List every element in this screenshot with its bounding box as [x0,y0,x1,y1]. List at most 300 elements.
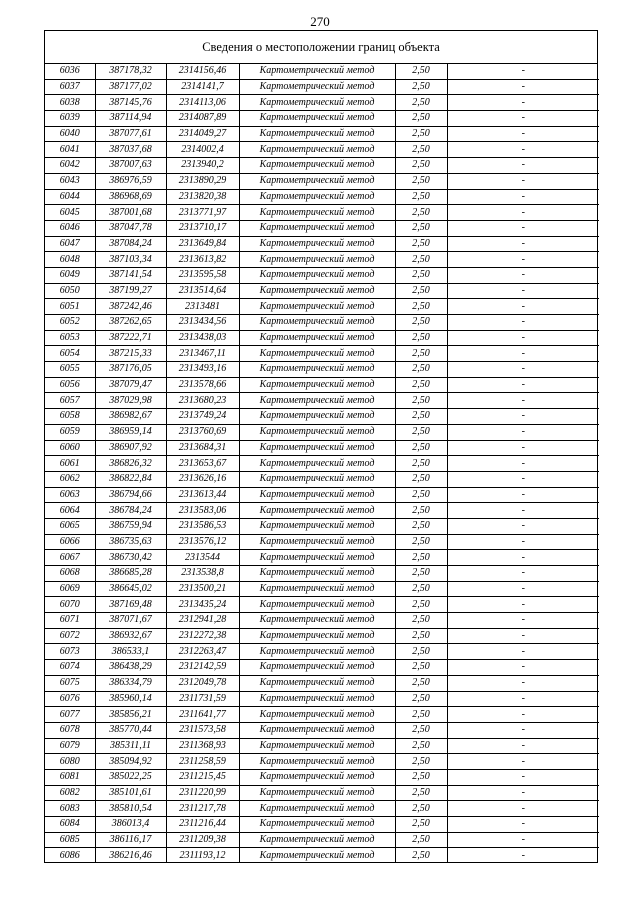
point-number-cell: 6064 [45,503,95,519]
y-coordinate-cell: 2313649,84 [166,236,239,252]
point-number-cell: 6071 [45,613,95,629]
table-row [45,299,599,315]
accuracy-cell: 2,50 [395,722,447,738]
description-cell: - [447,252,599,268]
description-cell: - [447,283,599,299]
description-cell: - [447,597,599,613]
y-coordinate-cell: 2313595,58 [166,267,239,283]
table-row [45,722,599,738]
method-cell: Картометрический метод [239,362,395,378]
method-cell: Картометрический метод [239,64,395,79]
x-coordinate-cell: 386932,67 [95,628,166,644]
accuracy-cell: 2,50 [395,220,447,236]
y-coordinate-cell: 2313576,12 [166,534,239,550]
y-coordinate-cell: 2311220,99 [166,785,239,801]
accuracy-cell: 2,50 [395,189,447,205]
y-coordinate-cell: 2313613,82 [166,252,239,268]
point-number-cell: 6041 [45,142,95,158]
point-number-cell: 6062 [45,471,95,487]
table-row [45,330,599,346]
x-coordinate-cell: 387071,67 [95,613,166,629]
accuracy-cell: 2,50 [395,644,447,660]
point-number-cell: 6072 [45,628,95,644]
y-coordinate-cell: 2312142,59 [166,660,239,676]
x-coordinate-cell: 386794,66 [95,487,166,503]
table-row [45,220,599,236]
table-row [45,691,599,707]
description-cell: - [447,817,599,833]
method-cell: Картометрический метод [239,628,395,644]
point-number-cell: 6039 [45,111,95,127]
table-title: Сведения о местоположении границ объекта [45,31,597,64]
table-row [45,613,599,629]
accuracy-cell: 2,50 [395,173,447,189]
x-coordinate-cell: 385810,54 [95,801,166,817]
x-coordinate-cell: 387037,68 [95,142,166,158]
table-row [45,64,599,79]
x-coordinate-cell: 387079,47 [95,377,166,393]
table-row [45,111,599,127]
description-cell: - [447,487,599,503]
method-cell: Картометрический метод [239,111,395,127]
accuracy-cell: 2,50 [395,346,447,362]
y-coordinate-cell: 2313586,53 [166,518,239,534]
y-coordinate-cell: 2311193,12 [166,848,239,863]
y-coordinate-cell: 2313434,56 [166,315,239,331]
description-cell: - [447,456,599,472]
point-number-cell: 6061 [45,456,95,472]
x-coordinate-cell: 386822,84 [95,471,166,487]
table-row [45,252,599,268]
y-coordinate-cell: 2313890,29 [166,173,239,189]
description-cell: - [447,722,599,738]
table-row [45,362,599,378]
accuracy-cell: 2,50 [395,550,447,566]
y-coordinate-cell: 2311209,38 [166,832,239,848]
point-number-cell: 6040 [45,126,95,142]
description-cell: - [447,832,599,848]
accuracy-cell: 2,50 [395,503,447,519]
x-coordinate-cell: 387262,65 [95,315,166,331]
point-number-cell: 6047 [45,236,95,252]
point-number-cell: 6046 [45,220,95,236]
method-cell: Картометрический метод [239,581,395,597]
method-cell: Картометрический метод [239,722,395,738]
table-row [45,550,599,566]
accuracy-cell: 2,50 [395,456,447,472]
description-cell: - [447,126,599,142]
y-coordinate-cell: 2313820,38 [166,189,239,205]
x-coordinate-cell: 385022,25 [95,769,166,785]
accuracy-cell: 2,50 [395,362,447,378]
y-coordinate-cell: 2313710,17 [166,220,239,236]
y-coordinate-cell: 2311216,44 [166,817,239,833]
point-number-cell: 6081 [45,769,95,785]
description-cell: - [447,801,599,817]
table-row [45,393,599,409]
y-coordinate-cell: 2313438,03 [166,330,239,346]
y-coordinate-cell: 2311368,93 [166,738,239,754]
point-number-cell: 6058 [45,409,95,425]
description-cell: - [447,220,599,236]
method-cell: Картометрический метод [239,832,395,848]
accuracy-cell: 2,50 [395,440,447,456]
point-number-cell: 6068 [45,566,95,582]
x-coordinate-cell: 385311,11 [95,738,166,754]
y-coordinate-cell: 2313467,11 [166,346,239,362]
method-cell: Картометрический метод [239,409,395,425]
accuracy-cell: 2,50 [395,236,447,252]
y-coordinate-cell: 2313613,44 [166,487,239,503]
description-cell: - [447,142,599,158]
table-row [45,346,599,362]
table-row [45,205,599,221]
table-row [45,503,599,519]
accuracy-cell: 2,50 [395,267,447,283]
accuracy-cell: 2,50 [395,393,447,409]
y-coordinate-cell: 2312272,38 [166,628,239,644]
method-cell: Картометрический метод [239,315,395,331]
table-row [45,675,599,691]
point-number-cell: 6050 [45,283,95,299]
point-number-cell: 6059 [45,424,95,440]
x-coordinate-cell: 387145,76 [95,95,166,111]
y-coordinate-cell: 2314049,27 [166,126,239,142]
accuracy-cell: 2,50 [395,377,447,393]
x-coordinate-cell: 386826,32 [95,456,166,472]
description-cell: - [447,189,599,205]
table-row [45,817,599,833]
point-number-cell: 6082 [45,785,95,801]
table-row [45,142,599,158]
point-number-cell: 6078 [45,722,95,738]
table-row [45,189,599,205]
table-row [45,471,599,487]
x-coordinate-cell: 387141,54 [95,267,166,283]
table-row [45,424,599,440]
description-cell: - [447,660,599,676]
table-row [45,173,599,189]
method-cell: Картометрический метод [239,738,395,754]
method-cell: Картометрический метод [239,785,395,801]
point-number-cell: 6075 [45,675,95,691]
table-row [45,848,599,863]
method-cell: Картометрический метод [239,848,395,863]
description-cell: - [447,550,599,566]
description-cell: - [447,205,599,221]
x-coordinate-cell: 386730,42 [95,550,166,566]
y-coordinate-cell: 2313500,21 [166,581,239,597]
accuracy-cell: 2,50 [395,283,447,299]
y-coordinate-cell: 2314002,4 [166,142,239,158]
method-cell: Картометрический метод [239,675,395,691]
point-number-cell: 6074 [45,660,95,676]
accuracy-cell: 2,50 [395,158,447,174]
x-coordinate-cell: 387114,94 [95,111,166,127]
accuracy-cell: 2,50 [395,801,447,817]
method-cell: Картометрический метод [239,518,395,534]
description-cell: - [447,707,599,723]
description-cell: - [447,675,599,691]
table-row [45,785,599,801]
accuracy-cell: 2,50 [395,330,447,346]
point-number-cell: 6049 [45,267,95,283]
description-cell: - [447,346,599,362]
point-number-cell: 6044 [45,189,95,205]
table-row [45,801,599,817]
page-number: 270 [310,14,330,29]
description-cell: - [447,424,599,440]
accuracy-cell: 2,50 [395,597,447,613]
description-cell: - [447,754,599,770]
table-row [45,95,599,111]
y-coordinate-cell: 2314141,7 [166,79,239,95]
x-coordinate-cell: 387199,27 [95,283,166,299]
x-coordinate-cell: 386533,1 [95,644,166,660]
table-row [45,315,599,331]
accuracy-cell: 2,50 [395,252,447,268]
point-number-cell: 6063 [45,487,95,503]
x-coordinate-cell: 387047,78 [95,220,166,236]
y-coordinate-cell: 2311215,45 [166,769,239,785]
method-cell: Картометрический метод [239,597,395,613]
method-cell: Картометрический метод [239,769,395,785]
method-cell: Картометрический метод [239,158,395,174]
table-row [45,566,599,582]
method-cell: Картометрический метод [239,424,395,440]
point-number-cell: 6037 [45,79,95,95]
accuracy-cell: 2,50 [395,205,447,221]
y-coordinate-cell: 2314113,06 [166,95,239,111]
x-coordinate-cell: 387215,33 [95,346,166,362]
x-coordinate-cell: 386735,63 [95,534,166,550]
y-coordinate-cell: 2313493,16 [166,362,239,378]
description-cell: - [447,785,599,801]
accuracy-cell: 2,50 [395,769,447,785]
accuracy-cell: 2,50 [395,628,447,644]
x-coordinate-cell: 387084,24 [95,236,166,252]
table-row [45,660,599,676]
point-number-cell: 6055 [45,362,95,378]
y-coordinate-cell: 2312049,78 [166,675,239,691]
method-cell: Картометрический метод [239,283,395,299]
point-number-cell: 6054 [45,346,95,362]
method-cell: Картометрический метод [239,503,395,519]
table-row [45,534,599,550]
description-cell: - [447,503,599,519]
y-coordinate-cell: 2313544 [166,550,239,566]
method-cell: Картометрический метод [239,487,395,503]
description-cell: - [447,471,599,487]
point-number-cell: 6066 [45,534,95,550]
x-coordinate-cell: 385770,44 [95,722,166,738]
method-cell: Картометрический метод [239,126,395,142]
description-cell: - [447,409,599,425]
x-coordinate-cell: 387176,05 [95,362,166,378]
y-coordinate-cell: 2313680,23 [166,393,239,409]
x-coordinate-cell: 387242,46 [95,299,166,315]
y-coordinate-cell: 2313771,97 [166,205,239,221]
method-cell: Картометрический метод [239,456,395,472]
accuracy-cell: 2,50 [395,471,447,487]
point-number-cell: 6069 [45,581,95,597]
method-cell: Картометрический метод [239,817,395,833]
point-number-cell: 6043 [45,173,95,189]
method-cell: Картометрический метод [239,205,395,221]
coordinates-table [45,64,599,863]
description-cell: - [447,440,599,456]
point-number-cell: 6070 [45,597,95,613]
point-number-cell: 6053 [45,330,95,346]
table-row [45,377,599,393]
x-coordinate-cell: 387029,98 [95,393,166,409]
x-coordinate-cell: 386216,46 [95,848,166,863]
x-coordinate-cell: 387177,02 [95,79,166,95]
x-coordinate-cell: 387178,32 [95,64,166,79]
description-cell: - [447,566,599,582]
method-cell: Картометрический метод [239,267,395,283]
table-row [45,769,599,785]
x-coordinate-cell: 386976,59 [95,173,166,189]
description-cell: - [447,518,599,534]
method-cell: Картометрический метод [239,346,395,362]
table-row [45,738,599,754]
method-cell: Картометрический метод [239,377,395,393]
method-cell: Картометрический метод [239,393,395,409]
x-coordinate-cell: 385101,61 [95,785,166,801]
x-coordinate-cell: 385094,92 [95,754,166,770]
x-coordinate-cell: 386959,14 [95,424,166,440]
description-cell: - [447,95,599,111]
accuracy-cell: 2,50 [395,518,447,534]
table-row [45,267,599,283]
accuracy-cell: 2,50 [395,817,447,833]
description-cell: - [447,111,599,127]
y-coordinate-cell: 2313653,67 [166,456,239,472]
accuracy-cell: 2,50 [395,738,447,754]
x-coordinate-cell: 386116,17 [95,832,166,848]
table-row [45,409,599,425]
y-coordinate-cell: 2314156,46 [166,64,239,79]
x-coordinate-cell: 386438,29 [95,660,166,676]
x-coordinate-cell: 386013,4 [95,817,166,833]
table-row [45,832,599,848]
x-coordinate-cell: 386759,94 [95,518,166,534]
table-row [45,597,599,613]
accuracy-cell: 2,50 [395,95,447,111]
accuracy-cell: 2,50 [395,315,447,331]
x-coordinate-cell: 386334,79 [95,675,166,691]
x-coordinate-cell: 387077,61 [95,126,166,142]
y-coordinate-cell: 2311217,78 [166,801,239,817]
description-cell: - [447,691,599,707]
description-cell: - [447,848,599,863]
point-number-cell: 6060 [45,440,95,456]
y-coordinate-cell: 2311573,58 [166,722,239,738]
table-row [45,644,599,660]
point-number-cell: 6077 [45,707,95,723]
method-cell: Картометрический метод [239,566,395,582]
description-cell: - [447,377,599,393]
description-cell: - [447,393,599,409]
table-row [45,126,599,142]
y-coordinate-cell: 2313578,66 [166,377,239,393]
coordinates-table-body [45,64,599,863]
table-row [45,440,599,456]
description-cell: - [447,628,599,644]
x-coordinate-cell: 386784,24 [95,503,166,519]
y-coordinate-cell: 2311258,59 [166,754,239,770]
point-number-cell: 6076 [45,691,95,707]
x-coordinate-cell: 387001,68 [95,205,166,221]
table-row [45,707,599,723]
method-cell: Картометрический метод [239,471,395,487]
y-coordinate-cell: 2313583,06 [166,503,239,519]
point-number-cell: 6067 [45,550,95,566]
y-coordinate-cell: 2313481 [166,299,239,315]
table-row [45,754,599,770]
accuracy-cell: 2,50 [395,785,447,801]
method-cell: Картометрический метод [239,299,395,315]
description-cell: - [447,158,599,174]
method-cell: Картометрический метод [239,173,395,189]
description-cell: - [447,362,599,378]
accuracy-cell: 2,50 [395,660,447,676]
y-coordinate-cell: 2313435,24 [166,597,239,613]
point-number-cell: 6065 [45,518,95,534]
table-row [45,628,599,644]
description-cell: - [447,315,599,331]
method-cell: Картометрический метод [239,440,395,456]
x-coordinate-cell: 386685,28 [95,566,166,582]
method-cell: Картометрический метод [239,252,395,268]
point-number-cell: 6052 [45,315,95,331]
point-number-cell: 6048 [45,252,95,268]
y-coordinate-cell: 2313684,31 [166,440,239,456]
accuracy-cell: 2,50 [395,111,447,127]
x-coordinate-cell: 387222,71 [95,330,166,346]
accuracy-cell: 2,50 [395,691,447,707]
y-coordinate-cell: 2313760,69 [166,424,239,440]
point-number-cell: 6045 [45,205,95,221]
description-cell: - [447,79,599,95]
description-cell: - [447,613,599,629]
method-cell: Картометрический метод [239,754,395,770]
point-number-cell: 6079 [45,738,95,754]
y-coordinate-cell: 2311731,59 [166,691,239,707]
x-coordinate-cell: 386645,02 [95,581,166,597]
description-cell: - [447,769,599,785]
y-coordinate-cell: 2313749,24 [166,409,239,425]
point-number-cell: 6080 [45,754,95,770]
accuracy-cell: 2,50 [395,707,447,723]
table-row [45,79,599,95]
table-row [45,456,599,472]
method-cell: Картометрический метод [239,534,395,550]
x-coordinate-cell: 385856,21 [95,707,166,723]
accuracy-cell: 2,50 [395,126,447,142]
point-number-cell: 6085 [45,832,95,848]
method-cell: Картометрический метод [239,79,395,95]
description-cell: - [447,330,599,346]
description-cell: - [447,581,599,597]
table-row [45,487,599,503]
accuracy-cell: 2,50 [395,832,447,848]
method-cell: Картометрический метод [239,330,395,346]
point-number-cell: 6084 [45,817,95,833]
description-cell: - [447,236,599,252]
x-coordinate-cell: 387103,34 [95,252,166,268]
